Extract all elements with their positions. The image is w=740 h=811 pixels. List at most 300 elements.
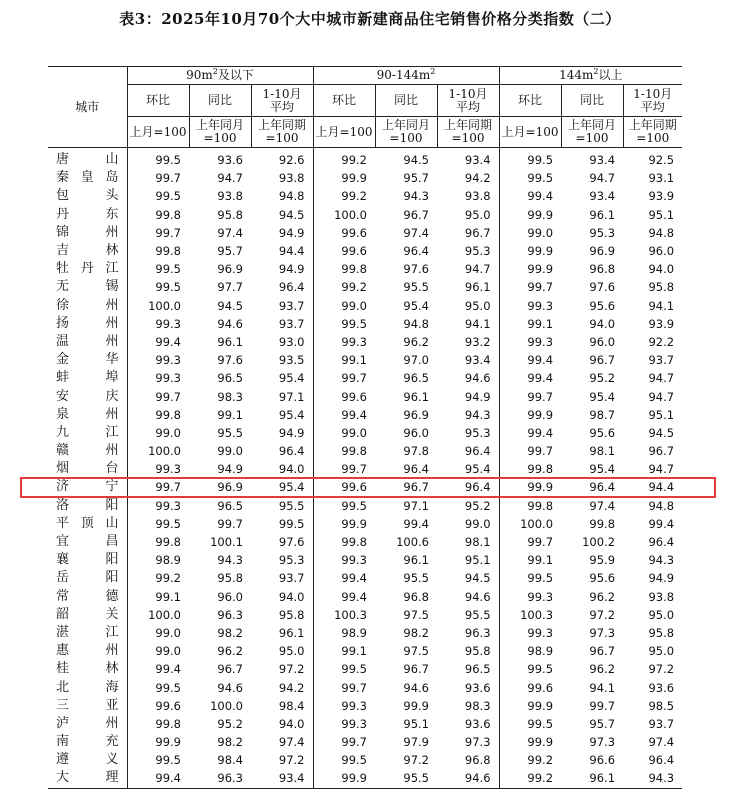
index-value: 99.4 — [127, 769, 189, 788]
index-value: 97.6 — [217, 353, 243, 368]
table-row — [48, 424, 682, 442]
index-value: 96.6 — [589, 753, 616, 768]
city-name: 扬州 — [56, 315, 119, 331]
city-name: 泸州 — [56, 715, 119, 731]
table-row — [48, 406, 682, 424]
index-value: 99.2 — [313, 187, 375, 205]
index-value: 99.3 — [499, 297, 561, 315]
index-value: 99.5 — [127, 278, 189, 296]
table-row — [48, 315, 682, 333]
index-value: 99.5 — [127, 148, 189, 170]
index-value: 94.4 — [648, 480, 675, 495]
index-value: 99.0 — [313, 297, 375, 315]
index-value: 96.1 — [464, 280, 491, 295]
index-value: 99.2 — [313, 278, 375, 296]
index-value: 100.0 — [210, 698, 243, 713]
index-value: 96.1 — [403, 389, 429, 404]
index-value: 96.0 — [589, 334, 616, 349]
city-name: 丹东 — [56, 206, 119, 222]
city-name: 桂林 — [56, 661, 119, 677]
index-value: 96.8 — [403, 589, 429, 604]
index-value: 99.3 — [499, 588, 561, 606]
table-row — [48, 242, 682, 260]
index-value: 96.0 — [403, 425, 429, 440]
index-value: 93.4 — [464, 353, 491, 368]
index-value: 93.7 — [278, 316, 305, 331]
index-value: 96.1 — [589, 207, 616, 222]
table-row — [48, 260, 682, 278]
index-value: 99.4 — [127, 660, 189, 678]
index-value: 93.4 — [589, 153, 616, 168]
index-value: 94.0 — [589, 316, 616, 331]
index-value: 93.9 — [648, 189, 675, 204]
index-value: 95.3 — [589, 225, 616, 240]
index-value: 94.8 — [278, 189, 305, 204]
index-value: 100.0 — [127, 606, 189, 624]
index-value: 99.7 — [127, 387, 189, 405]
base-header-2: 上年同期 =100 — [623, 117, 682, 148]
index-value: 97.3 — [589, 625, 616, 640]
index-value: 94.8 — [403, 316, 429, 331]
index-value: 98.3 — [464, 698, 491, 713]
index-value: 99.5 — [313, 660, 375, 678]
index-value: 96.7 — [464, 225, 491, 240]
index-value: 95.4 — [403, 298, 429, 313]
table-row — [48, 369, 682, 387]
index-value: 96.4 — [278, 444, 305, 459]
index-value: 96.0 — [217, 589, 243, 604]
index-value: 99.5 — [278, 516, 305, 531]
index-value: 95.1 — [648, 207, 675, 222]
city-name: 包头 — [56, 188, 119, 204]
index-value: 97.2 — [278, 662, 305, 677]
index-value: 99.5 — [499, 569, 561, 587]
index-value: 100.1 — [210, 535, 243, 550]
table-row — [48, 187, 682, 205]
index-value: 98.2 — [403, 625, 429, 640]
index-value: 99.6 — [313, 387, 375, 405]
index-value: 97.4 — [217, 225, 243, 240]
index-value: 96.9 — [217, 480, 243, 495]
index-value: 99.7 — [499, 533, 561, 551]
index-value: 95.2 — [217, 716, 243, 731]
index-value: 99.6 — [313, 242, 375, 260]
page-title: 表3：2025年10月70个大中城市新建商品住宅销售价格分类指数（二） — [119, 10, 621, 28]
index-value: 100.0 — [499, 515, 561, 533]
index-value: 93.6 — [464, 680, 491, 695]
index-value: 96.2 — [589, 589, 616, 604]
index-value: 99.7 — [127, 224, 189, 242]
table-row — [48, 442, 682, 460]
index-value: 94.5 — [278, 207, 305, 222]
index-value: 96.4 — [648, 535, 675, 550]
index-value: 96.8 — [464, 753, 491, 768]
index-value: 94.6 — [437, 769, 499, 788]
index-value: 96.3 — [189, 769, 251, 788]
index-value: 98.9 — [127, 551, 189, 569]
index-value: 95.3 — [278, 553, 305, 568]
index-value: 99.0 — [464, 516, 491, 531]
index-value: 94.9 — [278, 262, 305, 277]
index-value: 99.3 — [127, 315, 189, 333]
index-value: 99.3 — [313, 333, 375, 351]
city-name: 韶关 — [56, 606, 119, 622]
index-value: 99.3 — [499, 333, 561, 351]
index-value: 95.5 — [278, 498, 305, 513]
index-value: 95.4 — [589, 462, 616, 477]
index-value: 96.4 — [464, 480, 491, 495]
index-value: 99.4 — [499, 187, 561, 205]
table-row — [48, 278, 682, 296]
index-value: 93.5 — [278, 353, 305, 368]
index-value: 98.2 — [217, 625, 243, 640]
index-value: 94.9 — [464, 389, 491, 404]
index-value: 99.9 — [313, 515, 375, 533]
header-group-2: $90-144m^2$ — [313, 67, 499, 85]
index-value: 99.5 — [499, 715, 561, 733]
index-value: 98.1 — [589, 444, 616, 459]
index-value: 94.6 — [403, 680, 429, 695]
index-value: 99.4 — [403, 516, 429, 531]
index-value: 94.1 — [464, 316, 491, 331]
city-name: 金华 — [56, 352, 119, 368]
index-value: 97.1 — [278, 389, 305, 404]
index-value: 99.8 — [127, 242, 189, 260]
table-row — [48, 478, 682, 496]
index-value: 95.0 — [278, 644, 305, 659]
index-value: 99.8 — [313, 442, 375, 460]
index-value: 99.2 — [313, 148, 375, 170]
index-value: 99.4 — [313, 406, 375, 424]
index-value: 95.0 — [464, 298, 491, 313]
index-value: 95.4 — [278, 480, 305, 495]
index-value: 99.3 — [313, 715, 375, 733]
index-value: 95.7 — [403, 171, 429, 186]
index-value: 93.7 — [278, 298, 305, 313]
index-value: 99.8 — [499, 497, 561, 515]
header-group-1: $90m^2$及以下 — [127, 67, 313, 85]
city-name: 赣州 — [56, 443, 119, 459]
subheader-2: 1-10月 平均 — [251, 85, 313, 117]
index-value: 99.2 — [499, 769, 561, 788]
index-value: 94.3 — [464, 407, 491, 422]
base-header-2: 上年同期 =100 — [251, 117, 313, 148]
city-name: 大理 — [48, 769, 127, 788]
index-value: 95.0 — [648, 607, 675, 622]
index-value: 92.5 — [648, 153, 675, 168]
index-value: 96.7 — [589, 644, 616, 659]
city-name: 宜昌 — [56, 534, 119, 550]
subheader-2: 1-10月 平均 — [437, 85, 499, 117]
index-value: 94.5 — [648, 425, 675, 440]
table-row — [48, 206, 682, 224]
index-value: 96.2 — [589, 662, 616, 677]
index-value: 99.1 — [499, 551, 561, 569]
index-value: 98.1 — [464, 535, 491, 550]
index-value: 99.2 — [499, 751, 561, 769]
index-value: 99.3 — [127, 369, 189, 387]
index-value: 98.9 — [499, 642, 561, 660]
table-row — [48, 733, 682, 751]
index-value: 98.4 — [217, 753, 243, 768]
index-value: 99.9 — [499, 697, 561, 715]
index-value: 94.9 — [648, 571, 675, 586]
index-value: 95.8 — [648, 280, 675, 295]
index-value: 99.1 — [499, 315, 561, 333]
index-value: 94.2 — [278, 680, 305, 695]
index-value: 97.2 — [278, 753, 305, 768]
index-value: 99.5 — [127, 751, 189, 769]
subheader-0: 环比 — [127, 85, 189, 117]
base-header-0: 上月=100 — [313, 117, 375, 148]
index-value: 96.5 — [217, 498, 243, 513]
index-value: 99.7 — [499, 442, 561, 460]
index-value: 99.9 — [499, 478, 561, 496]
table-row — [48, 460, 682, 478]
city-name: 三亚 — [56, 697, 119, 713]
index-value: 94.6 — [217, 316, 243, 331]
index-value: 94.7 — [648, 371, 675, 386]
index-value: 96.3 — [464, 625, 491, 640]
index-value: 94.6 — [217, 680, 243, 695]
city-name: 北海 — [56, 679, 119, 695]
index-value: 93.6 — [464, 716, 491, 731]
index-value: 99.9 — [499, 206, 561, 224]
index-value: 95.2 — [589, 371, 616, 386]
index-value: 96.3 — [217, 607, 243, 622]
base-header-0: 上月=100 — [499, 117, 561, 148]
index-value: 96.1 — [278, 625, 305, 640]
index-value: 99.6 — [499, 678, 561, 696]
city-name: 南充 — [56, 734, 119, 750]
index-value: 96.1 — [561, 769, 623, 788]
index-value: 94.7 — [589, 171, 616, 186]
city-name: 秦皇岛 — [56, 170, 119, 186]
index-value: 96.4 — [403, 462, 429, 477]
index-value: 100.0 — [127, 442, 189, 460]
index-value: 99.8 — [499, 460, 561, 478]
index-value: 94.1 — [589, 680, 616, 695]
index-value: 96.5 — [217, 371, 243, 386]
index-value: 96.9 — [217, 262, 243, 277]
index-value: 96.2 — [403, 334, 429, 349]
index-value: 99.0 — [127, 424, 189, 442]
index-value: 97.6 — [589, 280, 616, 295]
subheader-0: 环比 — [313, 85, 375, 117]
index-value: 99.3 — [127, 460, 189, 478]
index-value: 93.9 — [648, 316, 675, 331]
index-value: 92.6 — [278, 153, 305, 168]
city-name: 惠州 — [56, 643, 119, 659]
table-row — [48, 224, 682, 242]
index-value: 99.5 — [313, 751, 375, 769]
index-value: 98.7 — [589, 407, 616, 422]
index-value: 96.4 — [278, 280, 305, 295]
subheader-1: 同比 — [375, 85, 437, 117]
index-value: 93.7 — [648, 353, 675, 368]
table-row — [48, 624, 682, 642]
index-value: 97.8 — [403, 444, 429, 459]
index-value: 98.4 — [278, 698, 305, 713]
index-value: 99.9 — [313, 769, 375, 788]
index-value: 96.0 — [648, 244, 675, 259]
index-value: 93.7 — [648, 716, 675, 731]
index-value: 99.0 — [313, 424, 375, 442]
index-value: 98.5 — [648, 698, 675, 713]
index-value: 99.1 — [127, 588, 189, 606]
city-name: 九江 — [56, 424, 119, 440]
table-row — [48, 769, 682, 788]
table-row — [48, 351, 682, 369]
index-value: 95.7 — [589, 716, 616, 731]
city-name: 泉州 — [56, 406, 119, 422]
index-value: 99.9 — [313, 169, 375, 187]
index-value: 95.8 — [464, 644, 491, 659]
table-row — [48, 333, 682, 351]
index-value: 99.4 — [648, 516, 675, 531]
index-value: 99.5 — [127, 260, 189, 278]
index-value: 98.9 — [313, 624, 375, 642]
index-value: 97.4 — [403, 225, 429, 240]
index-value: 99.9 — [499, 733, 561, 751]
index-value: 95.4 — [278, 407, 305, 422]
index-value: 94.1 — [648, 298, 675, 313]
index-value: 99.4 — [499, 424, 561, 442]
table-row — [48, 515, 682, 533]
price-index-table — [48, 66, 682, 789]
index-value: 99.1 — [313, 351, 375, 369]
base-header-1: 上年同月 =100 — [189, 117, 251, 148]
index-value: 93.8 — [648, 589, 675, 604]
subheader-1: 同比 — [561, 85, 623, 117]
index-value: 96.1 — [217, 334, 243, 349]
index-value: 95.5 — [403, 280, 429, 295]
table-row — [48, 606, 682, 624]
index-value: 95.8 — [648, 625, 675, 640]
index-value: 95.6 — [589, 425, 616, 440]
index-value: 99.7 — [499, 387, 561, 405]
index-value: 93.4 — [251, 769, 313, 788]
index-value: 94.7 — [648, 389, 675, 404]
city-name: 牡丹江 — [56, 261, 119, 277]
index-value: 94.3 — [217, 553, 243, 568]
index-value: 95.7 — [217, 244, 243, 259]
index-value: 99.4 — [127, 333, 189, 351]
city-name: 湛江 — [56, 624, 119, 640]
index-value: 96.7 — [217, 662, 243, 677]
index-value: 99.8 — [127, 406, 189, 424]
base-header-1: 上年同月 =100 — [561, 117, 623, 148]
index-value: 100.2 — [582, 535, 616, 550]
index-value: 99.3 — [313, 551, 375, 569]
index-value: 99.7 — [127, 169, 189, 187]
index-value: 95.1 — [464, 553, 491, 568]
index-value: 99.3 — [127, 351, 189, 369]
index-value: 99.9 — [499, 260, 561, 278]
index-value: 92.2 — [648, 334, 675, 349]
index-value: 93.7 — [278, 571, 305, 586]
index-value: 93.6 — [648, 680, 675, 695]
index-value: 95.4 — [589, 389, 616, 404]
city-name: 平顶山 — [56, 515, 119, 531]
city-name: 烟台 — [56, 461, 119, 477]
index-value: 93.2 — [464, 334, 491, 349]
index-value: 94.6 — [464, 589, 491, 604]
index-value: 94.5 — [217, 298, 243, 313]
index-value: 93.4 — [589, 189, 616, 204]
table-row — [48, 569, 682, 587]
index-value: 97.2 — [589, 607, 616, 622]
index-value: 99.2 — [127, 569, 189, 587]
index-value: 99.8 — [127, 715, 189, 733]
index-value: 99.1 — [217, 407, 243, 422]
index-value: 93.0 — [278, 334, 305, 349]
index-value: 96.7 — [403, 662, 429, 677]
index-value: 99.6 — [313, 478, 375, 496]
index-value: 94.4 — [278, 244, 305, 259]
index-value: 100.0 — [127, 297, 189, 315]
index-value: 95.3 — [464, 244, 491, 259]
index-value: 96.7 — [403, 480, 429, 495]
index-value: 100.3 — [313, 606, 375, 624]
subheader-1: 同比 — [189, 85, 251, 117]
index-value: 98.3 — [217, 389, 243, 404]
index-value: 97.2 — [403, 753, 429, 768]
index-value: 99.5 — [127, 515, 189, 533]
index-value: 94.0 — [278, 716, 305, 731]
index-value: 99.8 — [589, 516, 616, 531]
index-value: 94.3 — [648, 553, 675, 568]
city-name: 济宁 — [56, 479, 119, 495]
index-value: 93.6 — [217, 153, 243, 168]
index-value: 95.2 — [464, 498, 491, 513]
index-value: 93.1 — [648, 171, 675, 186]
index-value: 93.8 — [464, 189, 491, 204]
index-value: 94.0 — [278, 589, 305, 604]
table-row — [48, 169, 682, 187]
index-value: 99.8 — [313, 260, 375, 278]
index-value: 97.5 — [403, 607, 429, 622]
index-value: 96.1 — [403, 553, 429, 568]
city-name: 洛阳 — [56, 497, 119, 513]
index-value: 99.0 — [127, 624, 189, 642]
index-value: 99.4 — [313, 588, 375, 606]
index-value: 99.4 — [499, 351, 561, 369]
index-value: 99.7 — [589, 698, 616, 713]
index-value: 97.4 — [589, 498, 616, 513]
index-value: 96.8 — [589, 262, 616, 277]
index-value: 94.9 — [217, 462, 243, 477]
index-value: 97.3 — [464, 735, 491, 750]
table-row — [48, 551, 682, 569]
index-value: 93.8 — [217, 189, 243, 204]
index-value: 94.2 — [464, 171, 491, 186]
index-value: 99.5 — [127, 678, 189, 696]
index-value: 96.7 — [648, 444, 675, 459]
index-value: 95.1 — [648, 407, 675, 422]
index-value: 94.9 — [278, 225, 305, 240]
index-value: 94.6 — [464, 371, 491, 386]
index-value: 94.8 — [648, 498, 675, 513]
index-value: 100.0 — [313, 206, 375, 224]
index-value: 99.4 — [313, 569, 375, 587]
index-value: 95.4 — [278, 371, 305, 386]
index-value: 97.3 — [589, 735, 616, 750]
index-value: 99.0 — [217, 444, 243, 459]
city-name: 岳阳 — [56, 570, 119, 586]
index-value: 95.8 — [217, 207, 243, 222]
index-value: 99.5 — [313, 315, 375, 333]
